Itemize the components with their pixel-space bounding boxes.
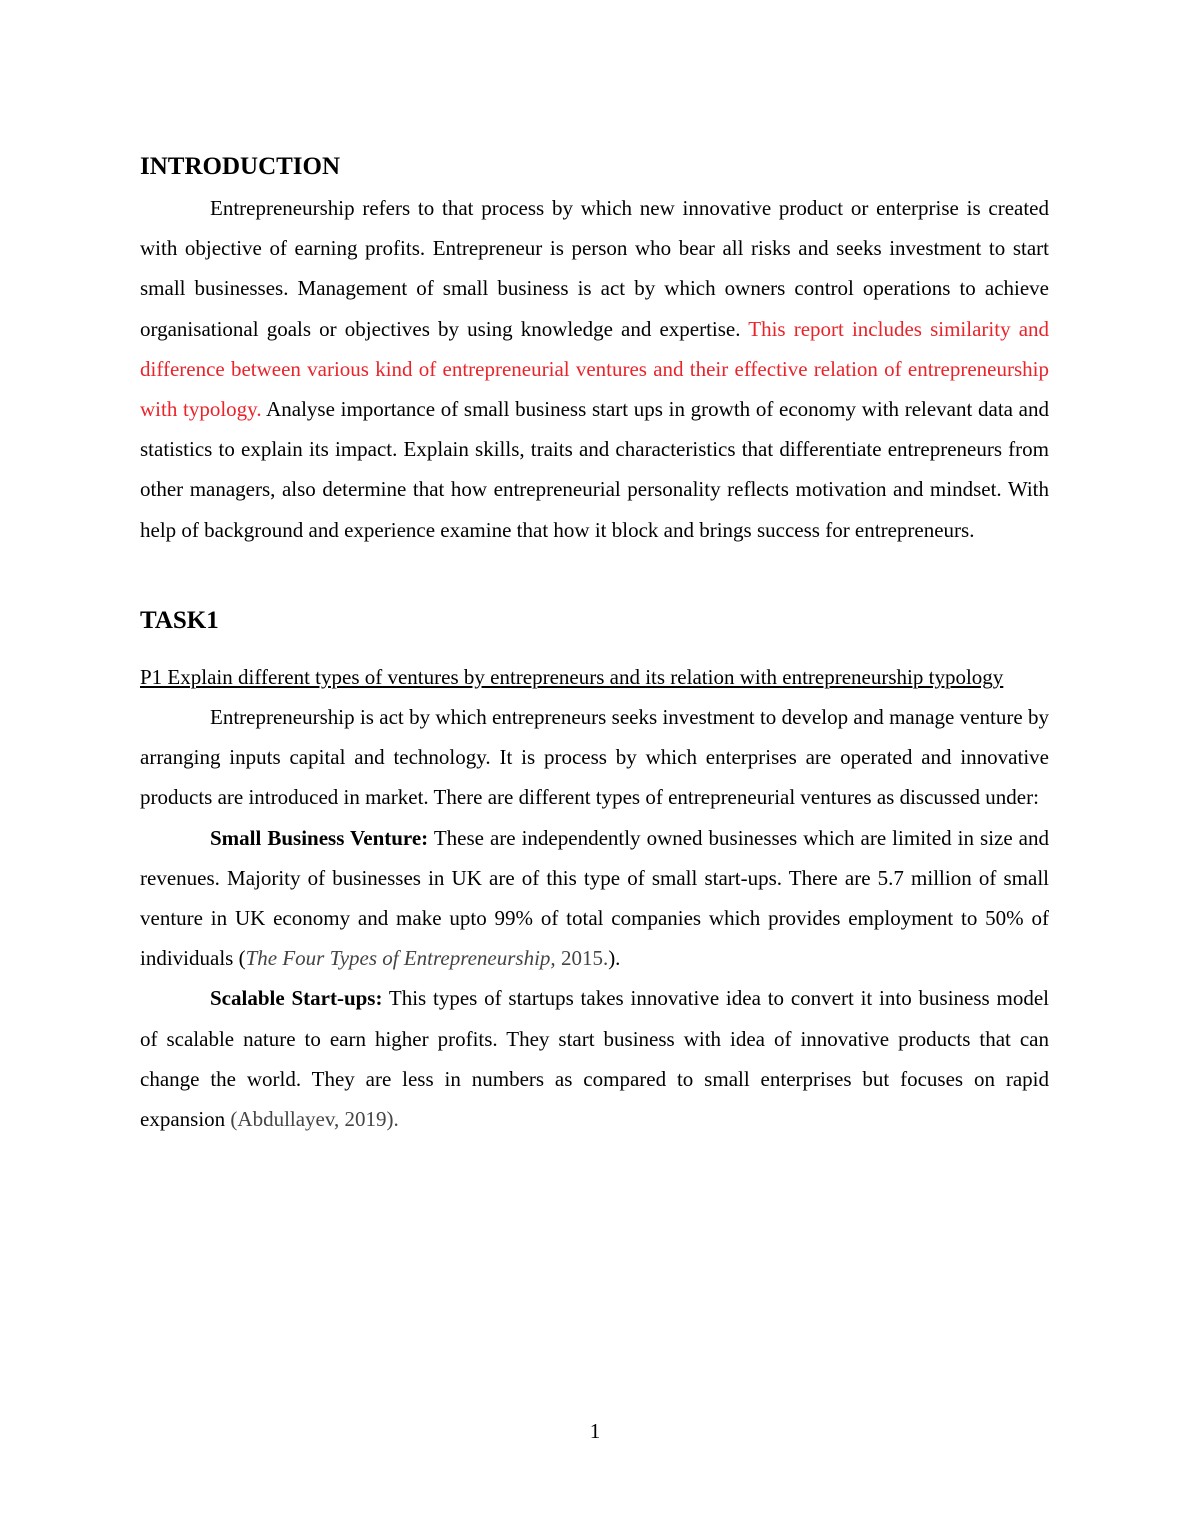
scalable-startups-citation: (Abdullayev, 2019). [230,1107,399,1132]
small-business-citation-year: 2015. [560,946,609,971]
scalable-startups-label: Scalable Start-ups: [210,986,383,1011]
intro-text-part2: Analyse importance of small business start ups in growth of economy with relevant data and statistics to explain its impact. Explain skills, traits and characteristics that differentiate entrepreneurs from other managers, also determine that how entrepreneurial personality reflects motivation and mindset. With help of background and experience examine that how it block and brings success for entrepreneurs. [140,397,1049,542]
small-business-text: These are independently owned businesses which are limited in size and revenues. Majority of businesses in UK are of this type of small start-ups. There are 5.7 million of small venture in UK economy and make upto 99% of total companies which provides employment to 50% of individuals ( [140,825,1049,971]
task1-heading: TASK1 [140,606,219,634]
small-business-label: Small Business Venture: [210,825,429,850]
scalable-startups-text: This types of startups takes innovative idea to convert it into business model of scalable nature to earn higher profits. They start business with idea of innovative products that can change the world. They are less in numbers as compared to small enterprises but focuses on rapid expansion [140,986,1049,1132]
small-business-paragraph [140,818,1049,979]
intro-text-part1: Entrepreneurship refers to that process by which new innovative product or enterprise is created with objective of earning profits. Entrepreneur is person who bear all risks and seeks investment to start small businesses. Management of small business is act by which owners control operations to achieve organisational goals or objectives by using knowledge and expertise. [140,196,1049,341]
small-business-citation-close: ). [608,946,621,971]
intro-highlighted-text: This report includes similarity and difference between various kind of entrepreneurial ventures and their effective relation of entrepreneurship with typology. [140,316,1050,422]
introduction-heading: INTRODUCTION [140,153,341,180]
page-number: 1 [589,1419,601,1443]
introduction-paragraph [140,188,1049,550]
page-content [140,148,1049,1139]
task1-paragraph: Entrepreneurship is act by which entrepreneurs seeks investment to develop and manage venture by arranging inputs capital and technology. It is process by which enterprises are operated and innovative products are introduced in market. There are different types of entrepreneurial ventures as discussed under: [140,705,1049,810]
small-business-citation-title: The Four Types of Entrepreneurship, [245,946,556,971]
scalable-startups-paragraph [140,978,1049,1139]
p1-subheading: P1 Explain different types of ventures by entrepreneurs and its relation with entrepreneurship typology [140,664,1004,689]
